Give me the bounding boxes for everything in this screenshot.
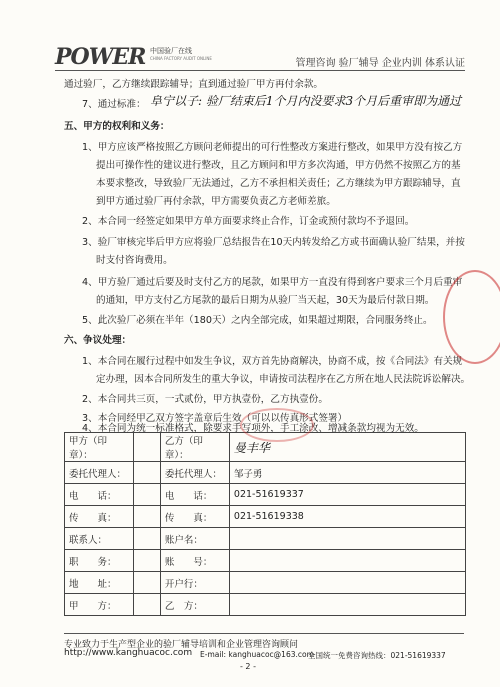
signature-row: [65, 528, 466, 550]
signature-row: [65, 506, 466, 528]
seal-stamp-right: [443, 270, 500, 364]
clause-6-3: 3、本合同经甲乙双方签字盖章后生效（可以以传真形式签署）: [82, 413, 348, 424]
clause-6-continuation: 通过验厂，乙方继续跟踪辅导；直到通过验厂甲方再付余款。: [64, 79, 324, 90]
clause-5-1-line3: 本要求整改，导致验厂无法通过，乙方不承担相关责任；乙方继续为甲方跟踪辅导，直: [96, 178, 461, 189]
signature-left-label: 职 务：: [65, 550, 134, 572]
footer-url[interactable]: http://www.kanghuacoc.com: [64, 648, 193, 658]
signature-left-value: [134, 433, 161, 462]
signature-right-label: 电 话：: [160, 484, 229, 506]
clause-6-1-line2: 定办理，因本合同所发生的重大争议，申请按司法程序在乙方所在地人民法院诉讼解决。: [96, 374, 471, 385]
signature-left-value: [134, 506, 161, 528]
clause-6-2: 2、本合同共三页，一式贰份，甲方执壹份，乙方执壹份。: [82, 394, 328, 405]
section-6-heading: 六、争议处理：: [64, 335, 132, 346]
page-number: - 2 -: [240, 662, 256, 671]
signature-row: [65, 550, 466, 572]
signature-right-value: 021-51619337: [229, 484, 465, 506]
clause-6-4: 4、本合同为统一标准格式，除要求手写项外，手工涂改、增减条款均视为无效。: [82, 423, 424, 434]
seal-stamp-center: [240, 408, 314, 442]
signature-left-label: 电 话：: [65, 484, 134, 506]
handwritten-signature: 曼丰华: [233, 440, 270, 455]
signature-right-value: [229, 572, 465, 594]
clause-5-3-line1: 3、验厂审核完毕后甲方应将验厂总结报告在10天内转发给乙方或书面确认验厂结果，并按: [82, 237, 465, 248]
signature-right-label: 乙方（印章）：: [160, 433, 229, 462]
signature-right-value: [229, 550, 465, 572]
clause-6-1-line1: 1、本合同在履行过程中如发生争议，双方首先协商解决，协商不成，按《合同法》有关规: [82, 356, 463, 367]
header-tagline: 管理咨询 验厂辅导 企业内训 体系认证: [295, 58, 465, 69]
clause-7-handwriting: 阜宁以子: 验厂结束后1个月内没要求3个月后重审即为通过: [150, 94, 462, 108]
signature-left-label: 联系人：: [65, 528, 134, 550]
clause-7-label: 7、通过标准：: [82, 99, 146, 110]
logo-chinese-text: 中国验厂在线: [150, 47, 192, 55]
clause-5-4-line2: 的通知，甲方支付乙方尾款的最后日期为从验厂当天起，30天为最后付款日期。: [96, 295, 435, 306]
clause-5-5: 5、此次验厂必须在半年（180天）之内全部完成，如果超过期限，合同服务终止。: [82, 315, 433, 326]
signature-left-label: 甲方（印章）：: [65, 433, 134, 462]
clause-5-1-line1: 1、甲方应该严格按照乙方顾问老师提出的可行性整改方案进行整改，如果甲方没有按乙方: [82, 142, 463, 153]
signature-right-label: 账户名：: [160, 528, 229, 550]
footer-hotline: 全国统一免费咨询热线：021-51619337: [308, 651, 446, 660]
signature-table: [64, 432, 466, 616]
letterhead: [55, 44, 475, 70]
clause-5-1-line4: 到甲方通过验厂再付余款，甲方需要负责乙方老师差旅。: [96, 196, 336, 207]
signature-right-value: [229, 594, 465, 616]
footer-divider: [64, 633, 464, 634]
clause-5-3-line2: 时支付咨询费用。: [96, 255, 173, 266]
clause-5-4-line1: 4、甲方验厂通过后要及时支付乙方的尾款，如果甲方一直没有得到客户要求三个月后重审: [82, 277, 463, 288]
signature-left-value: [134, 462, 161, 484]
signature-right-label: 账 号：: [160, 550, 229, 572]
signature-row: [65, 462, 466, 484]
signature-left-label: 甲 方：: [65, 594, 134, 616]
signature-left-label: 地 址：: [65, 572, 134, 594]
signature-right-value: [229, 528, 465, 550]
signature-right-value: 021-51619338: [229, 506, 465, 528]
signature-right-label: 委托代理人：: [160, 462, 229, 484]
footer-slogan: 专业致力于生产型企业的验厂辅导培训和企业管理咨询顾问: [64, 640, 299, 650]
signature-row: [65, 484, 466, 506]
power-logo: POWER: [55, 44, 146, 70]
signature-right-label: 开户行：: [160, 572, 229, 594]
signature-left-label: 传 真：: [65, 506, 134, 528]
signature-left-value: [134, 528, 161, 550]
clause-5-1-line2: 提出可操作性的建议进行整改，且乙方顾问和甲方多次沟通，甲方仍然不按照乙方的基: [96, 160, 461, 171]
signature-row: [65, 572, 466, 594]
logo-english-text: CHINA FACTORY AUDIT ONLINE: [150, 56, 212, 61]
footer-email[interactable]: E-mail: kanghuacoc@163.com: [200, 650, 314, 659]
signature-left-value: [134, 594, 161, 616]
signature-left-value: [134, 572, 161, 594]
header-divider: [55, 70, 465, 71]
clause-5-2: 2、本合同一经签定如果甲方单方面要求终止合作，订金或预付款均不予退回。: [82, 216, 415, 227]
signature-right-label: 乙 方：: [160, 594, 229, 616]
signature-row: [65, 594, 466, 616]
signature-left-label: 委托代理人：: [65, 462, 134, 484]
section-5-heading: 五、甲方的权利和义务：: [64, 121, 170, 132]
signature-right-value: 邹子勇: [229, 462, 465, 484]
signature-left-value: [134, 550, 161, 572]
signature-left-value: [134, 484, 161, 506]
signature-right-label: 传 真：: [160, 506, 229, 528]
